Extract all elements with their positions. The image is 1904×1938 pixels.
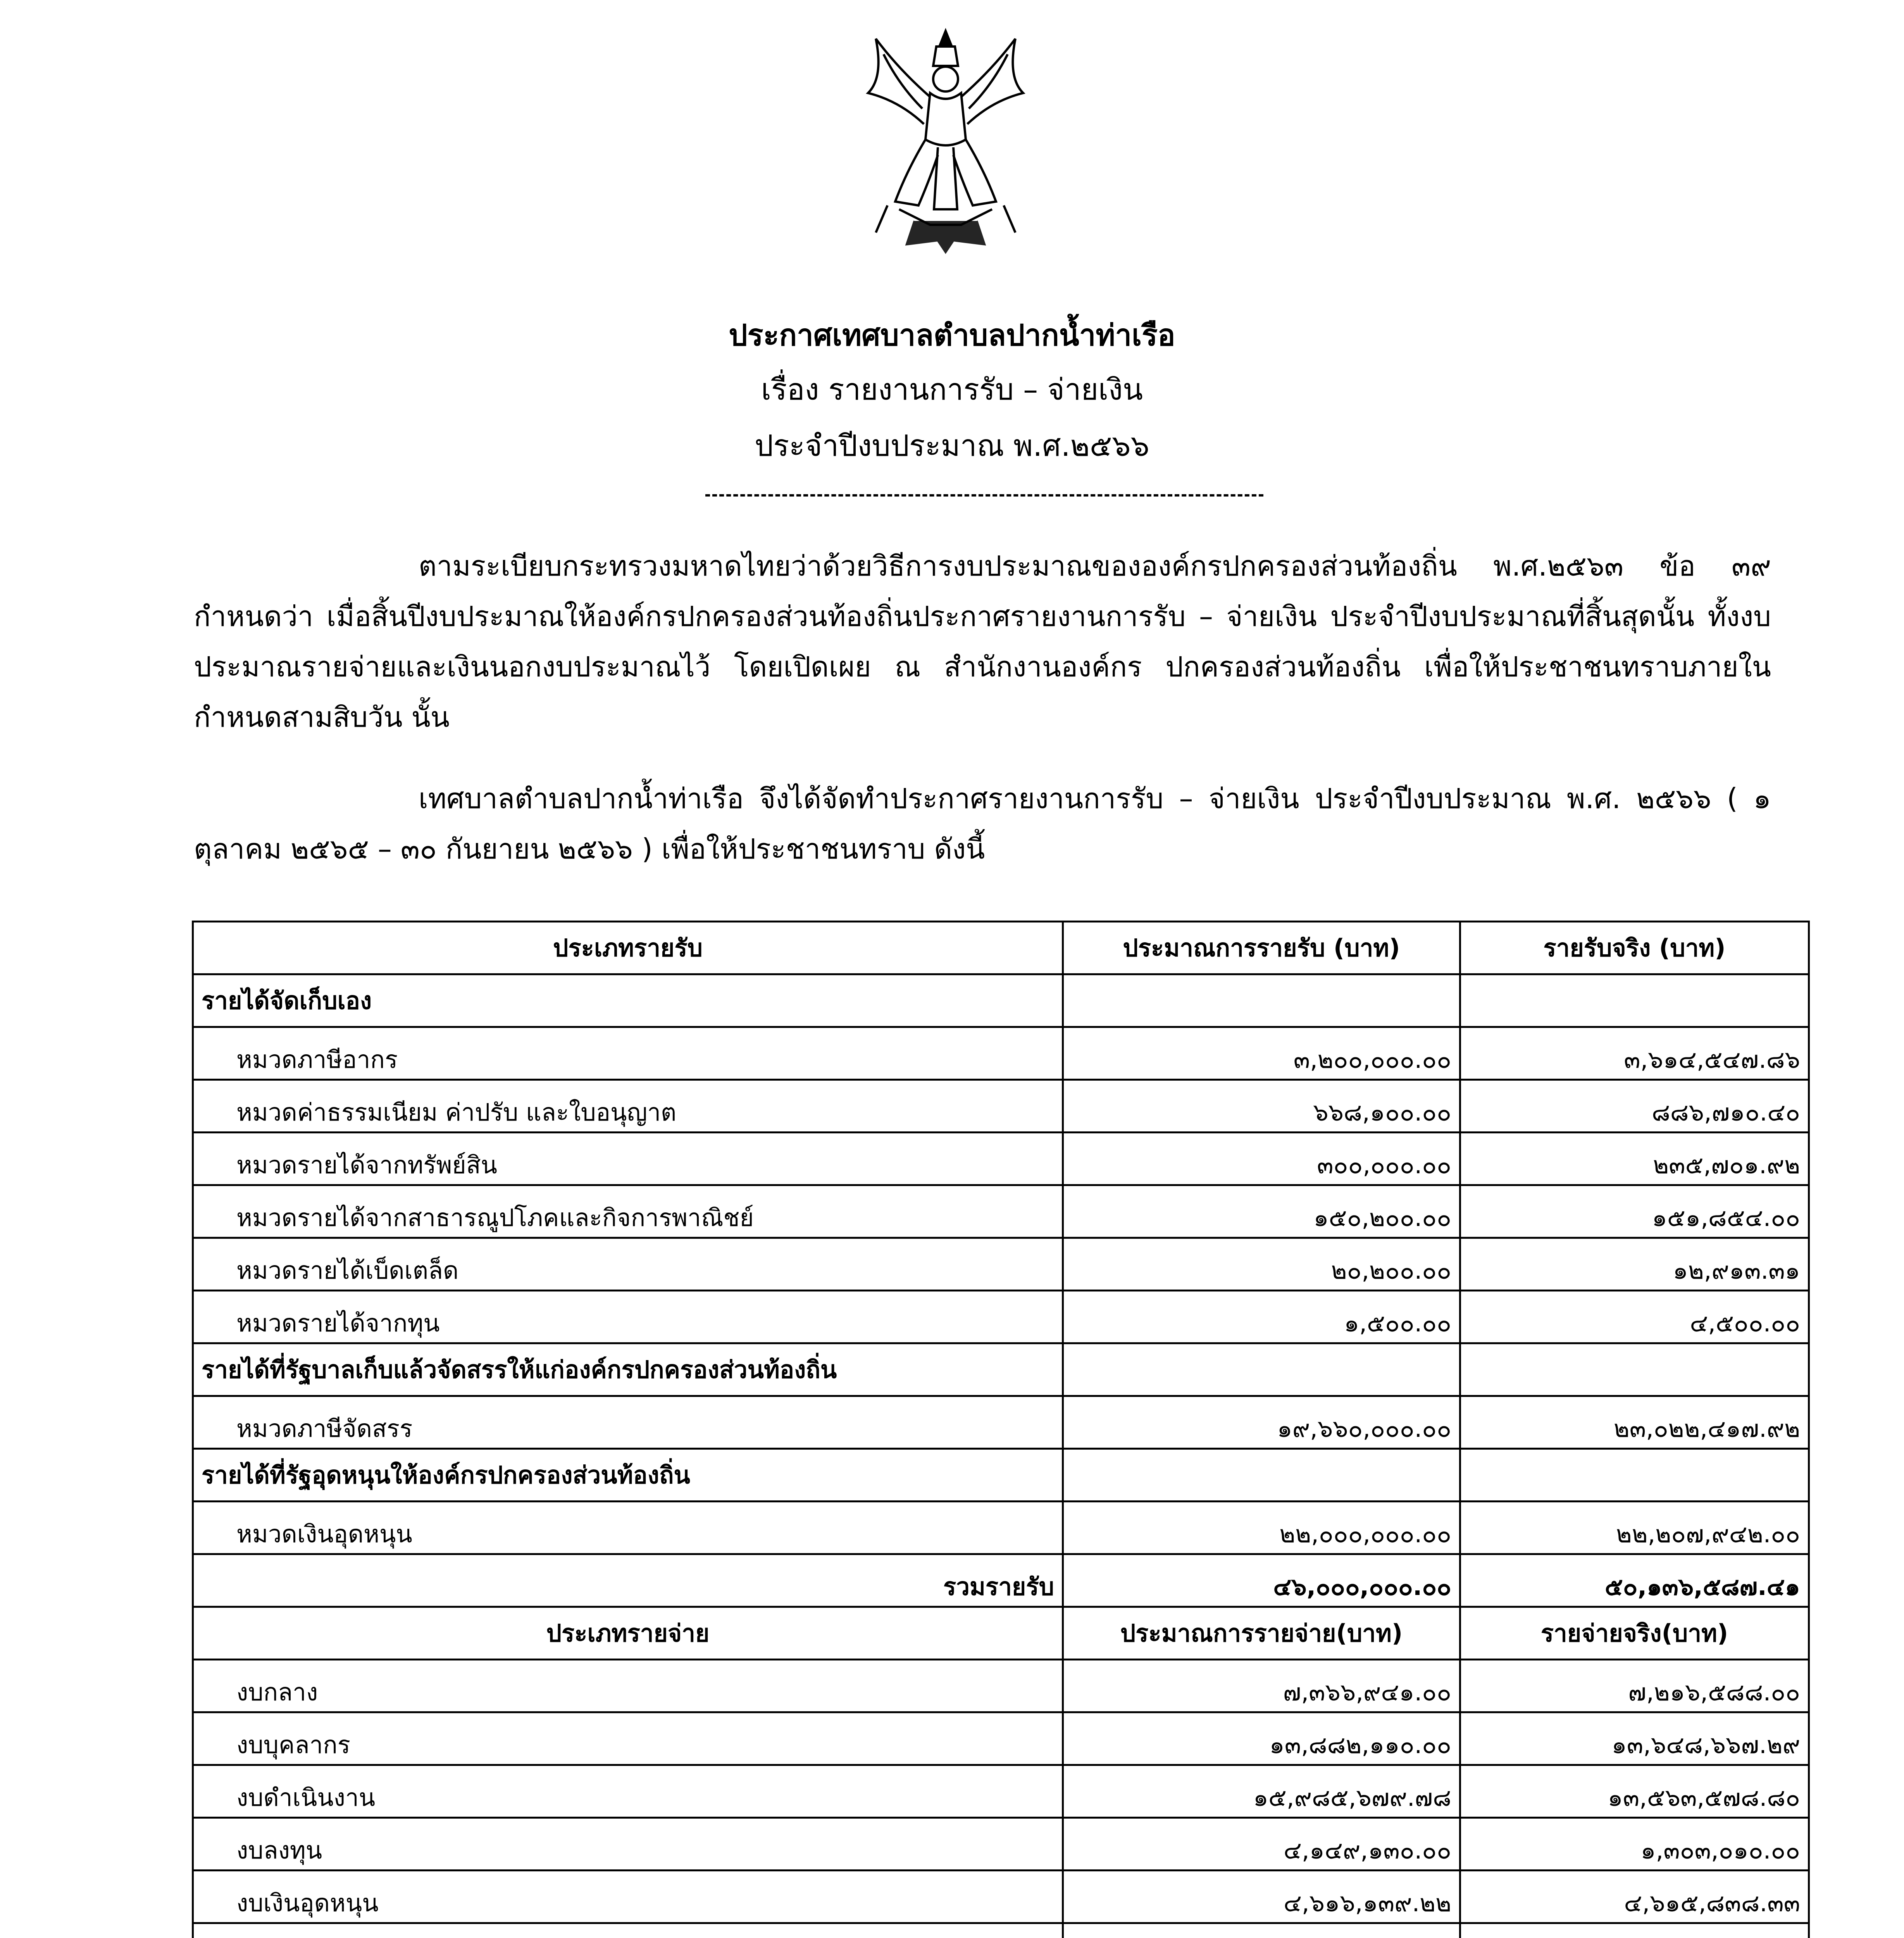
table-row (193, 1923, 1809, 1938)
item-label: หมวดรายได้จากทรัพย์สิน (193, 1133, 1063, 1185)
income-total-row (193, 1554, 1809, 1607)
total-actual: ๕๐,๑๓๖,๕๘๗.๔๑ (1460, 1554, 1809, 1607)
section-title: รายได้ที่รัฐบาลเก็บแล้วจัดสรรให้แก่องค์กรปกครองส่วนท้องถิ่น (193, 1343, 1063, 1396)
section-row (193, 1343, 1809, 1396)
header-cell: ประมาณการรายรับ (บาท) (1063, 922, 1460, 974)
empty-cell (1460, 974, 1809, 1027)
section-title: รายได้ที่รัฐอุดหนุนให้องค์กรปกครองส่วนท้องถิ่น (193, 1449, 1063, 1502)
expense-header-row (193, 1607, 1809, 1660)
announcement-subject: เรื่อง รายงานการรับ – จ่ายเงิน (761, 372, 1143, 407)
header-cell: ประมาณการรายจ่าย(บาท) (1063, 1607, 1460, 1660)
garuda-emblem-icon (853, 23, 1039, 256)
header-cell: ประเภทรายรับ (193, 922, 1063, 974)
total-label: รวมรายรับ (193, 1554, 1063, 1607)
table-row (193, 1185, 1809, 1238)
actual-value: ๑๕๑,๘๕๔.๐๐ (1460, 1185, 1809, 1238)
table-row (193, 1238, 1809, 1291)
item-label: หมวดภาษีอากร (193, 1027, 1063, 1080)
estimate-value: ๓,๒๐๐,๐๐๐.๐๐ (1063, 1027, 1460, 1080)
estimate-value: ๑๕,๙๘๕,๖๗๙.๗๘ (1063, 1765, 1460, 1818)
actual-value: ๒๓๕,๗๐๑.๙๒ (1460, 1133, 1809, 1185)
table-row (193, 1818, 1809, 1871)
announcement-title: ประกาศเทศบาลตำบลปากน้ำท่าเรือ (729, 318, 1175, 352)
item-label: งบดำเนินงาน (193, 1765, 1063, 1818)
estimate-value: ๗,๓๖๖,๙๔๑.๐๐ (1063, 1660, 1460, 1712)
estimate-value: ๔,๖๑๖,๑๓๙.๒๒ (1063, 1871, 1460, 1923)
table-row (193, 1765, 1809, 1818)
header-cell: รายรับจริง (บาท) (1460, 922, 1809, 974)
item-label: งบลงทุน (193, 1818, 1063, 1871)
item-label: หมวดค่าธรรมเนียม ค่าปรับ และใบอนุญาต (193, 1080, 1063, 1133)
statement-paragraph: เทศบาลตำบลปากน้ำท่าเรือ จึงได้จัดทำประกาศรายงานการรับ – จ่ายเงิน ประจำปีงบประมาณ พ.ศ. ๒๕๖๖ ( ๑ ตุลาคม ๒๕๖๕ – ๓๐ กันยายน ๒๕๖๖ ) เพื่อให้ประชาชนทราบ ดังนี้ (194, 782, 1771, 865)
estimate-value: ๒๒,๐๐๐,๐๐๐.๐๐ (1063, 1502, 1460, 1554)
item-label: หมวดภาษีจัดสรร (193, 1396, 1063, 1449)
item-label: งบกลาง (193, 1660, 1063, 1712)
actual-value: ๔,๕๐๐.๐๐ (1460, 1291, 1809, 1343)
actual-value: ๔,๖๑๕,๘๓๘.๓๓ (1460, 1871, 1809, 1923)
dashed-divider (705, 494, 1263, 497)
header-cell: รายจ่ายจริง(บาท) (1460, 1607, 1809, 1660)
section-title: รายได้จัดเก็บเอง (193, 974, 1063, 1027)
estimate-value: ๓๐๐,๐๐๐.๐๐ (1063, 1133, 1460, 1185)
actual-value: ๒๒,๒๐๗,๙๔๒.๐๐ (1460, 1502, 1809, 1554)
table-row (193, 1133, 1809, 1185)
item-label: หมวดเงินอุดหนุน (193, 1502, 1063, 1554)
item-label: หมวดรายได้เบ็ดเตล็ด (193, 1238, 1063, 1291)
table-row (193, 1027, 1809, 1080)
actual-value: ๘๘๖,๗๑๐.๔๐ (1460, 1080, 1809, 1133)
receipt-expense-table (192, 921, 1810, 1938)
section-row (193, 974, 1809, 1027)
actual-value: ๗,๒๑๖,๕๘๘.๐๐ (1460, 1660, 1809, 1712)
actual-value: ๑๓,๖๔๘,๖๖๗.๒๙ (1460, 1712, 1809, 1765)
empty-cell (1460, 1343, 1809, 1396)
actual-value (1460, 1923, 1809, 1938)
item-label: หมวดรายได้จากสาธารณูปโภคและกิจการพาณิชย์ (193, 1185, 1063, 1238)
table-row (193, 1080, 1809, 1133)
table-row (193, 1291, 1809, 1343)
estimate-value: ๔,๑๔๙,๑๓๐.๐๐ (1063, 1818, 1460, 1871)
estimate-value: ๑๙,๖๖๐,๐๐๐.๐๐ (1063, 1396, 1460, 1449)
actual-value: ๑,๓๐๓,๐๑๐.๐๐ (1460, 1818, 1809, 1871)
header-cell: ประเภทรายจ่าย (193, 1607, 1063, 1660)
empty-cell (1460, 1449, 1809, 1502)
item-label: หมวดรายได้จากทุน (193, 1291, 1063, 1343)
section-row (193, 1449, 1809, 1502)
empty-cell (1063, 1343, 1460, 1396)
item-label: งบเงินอุดหนุน (193, 1871, 1063, 1923)
empty-cell (1063, 1449, 1460, 1502)
table-row (193, 1871, 1809, 1923)
actual-value: ๑๒,๙๑๓.๓๑ (1460, 1238, 1809, 1291)
income-header-row (193, 922, 1809, 974)
table-row (193, 1396, 1809, 1449)
table-row (193, 1660, 1809, 1712)
estimate-value: ๑๓,๘๘๒,๑๑๐.๐๐ (1063, 1712, 1460, 1765)
estimate-value: ๒๐,๒๐๐.๐๐ (1063, 1238, 1460, 1291)
total-estimate: ๔๖,๐๐๐,๐๐๐.๐๐ (1063, 1554, 1460, 1607)
estimate-value: ๑๕๐,๒๐๐.๐๐ (1063, 1185, 1460, 1238)
item-label (193, 1923, 1063, 1938)
empty-cell (1063, 974, 1460, 1027)
estimate-value: ๖๖๘,๑๐๐.๐๐ (1063, 1080, 1460, 1133)
intro-paragraph: ตามระเบียบกระทรวงมหาดไทยว่าด้วยวิธีการงบประมาณขององค์กรปกครองส่วนท้องถิ่น พ.ศ.๒๕๖๓ ข้อ ๓๙ กำหนดว่า เมื่อสิ้นปีงบประมาณให้องค์กรปกครองส่วนท้องถิ่นประกาศรายงานการรับ – จ่ายเงิน ประจำปีงบประมาณที่สิ้นสุดนั้น ทั้งงบประมาณรายจ่ายและเงินนอกงบประมาณไว้ โดยเปิดเผย ณ สำนักงานองค์กร ปกครองส่วนท้องถิ่น เพื่อให้ประชาชนทราบภายในกำหนดสามสิบวัน นั้น (194, 550, 1771, 733)
actual-value: ๒๓,๐๒๒,๔๑๗.๙๒ (1460, 1396, 1809, 1449)
table-row (193, 1712, 1809, 1765)
item-label: งบบุคลากร (193, 1712, 1063, 1765)
table-row (193, 1502, 1809, 1554)
estimate-value (1063, 1923, 1460, 1938)
actual-value: ๑๓,๕๖๓,๕๗๘.๘๐ (1460, 1765, 1809, 1818)
actual-value: ๓,๖๑๔,๕๔๗.๘๖ (1460, 1027, 1809, 1080)
estimate-value: ๑,๕๐๐.๐๐ (1063, 1291, 1460, 1343)
announcement-fiscal-year: ประจำปีงบประมาณ พ.ศ.๒๕๖๖ (755, 428, 1149, 463)
